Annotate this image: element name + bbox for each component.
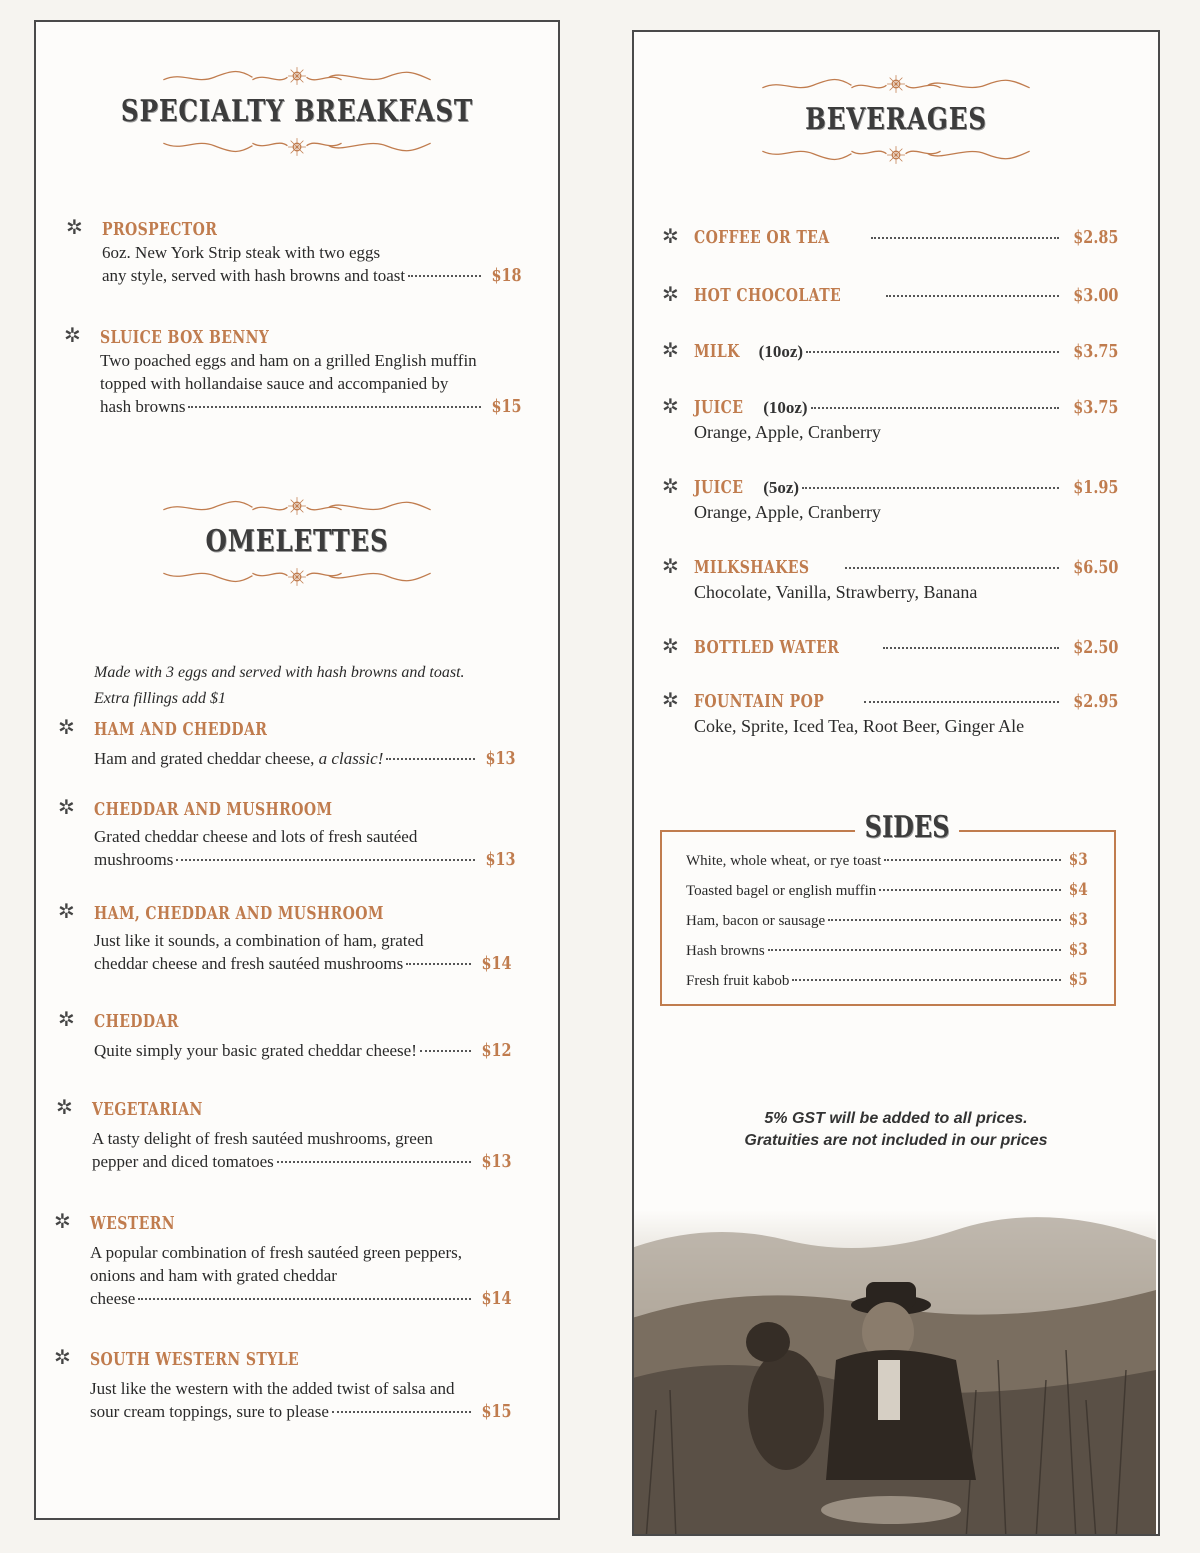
item-desc: onions and ham with grated cheddar — [90, 1266, 337, 1285]
item-desc: mushrooms — [94, 850, 174, 869]
item-desc: Chocolate, Vanilla, Strawberry, Banana — [694, 582, 978, 602]
price-row — [694, 556, 1118, 580]
sides-box — [660, 810, 1116, 1006]
dot-leader — [138, 1298, 471, 1300]
item-desc: sour cream toppings, sure to please — [90, 1402, 329, 1421]
item-name: FOUNTAIN POP — [694, 691, 825, 712]
item-price: $1.95 — [1072, 477, 1118, 498]
item-name: HAM AND CHEDDAR — [94, 719, 268, 740]
item-desc-italic: a classic! — [318, 749, 384, 768]
item-price: $3.75 — [1072, 341, 1118, 362]
menu-item-cheddar — [58, 1009, 512, 1062]
price-row — [100, 395, 522, 418]
price-row — [92, 1150, 512, 1173]
item-desc: Orange, Apple, Cranberry — [694, 502, 881, 522]
item-desc: cheese — [90, 1289, 136, 1308]
star-bullet-icon: ✲ — [58, 901, 75, 923]
price-row — [90, 1400, 512, 1423]
menu-item-prospector — [66, 217, 522, 287]
omelettes-title: OMELETTES — [205, 524, 389, 559]
price-row — [90, 1287, 512, 1310]
item-desc: A popular combination of fresh sautéed green peppers, — [90, 1243, 462, 1262]
item-desc: topped with hollandaise sauce and accompanied by — [100, 374, 449, 393]
star-bullet-icon: ✲ — [54, 1347, 71, 1369]
item-name: VEGETARIAN — [92, 1099, 203, 1120]
item-price: $3.75 — [1072, 397, 1118, 418]
price-row — [694, 690, 1118, 714]
dot-leader — [176, 859, 475, 861]
star-bullet-icon: ✲ — [66, 217, 83, 239]
item-price: $14 — [481, 1288, 512, 1309]
star-bullet-icon: ✲ — [56, 1097, 73, 1119]
item-name: COFFEE OR TEA — [694, 227, 830, 248]
side-name: White, whole wheat, or rye toast — [686, 853, 882, 869]
side-price: $3 — [1069, 910, 1088, 930]
item-name: HOT CHOCOLATE — [694, 285, 842, 306]
side-row — [686, 970, 1088, 990]
dot-leader — [277, 1161, 472, 1163]
item-price: $14 — [481, 953, 512, 974]
flourish-bottom-icon — [157, 561, 437, 593]
item-price: $2.85 — [1072, 227, 1118, 248]
price-row — [94, 952, 512, 975]
dot-leader — [879, 889, 1061, 891]
right-menu-panel — [632, 30, 1160, 1536]
item-name: SLUICE BOX BENNY — [100, 327, 270, 348]
side-name: Hash browns — [686, 943, 765, 959]
beverages-title: BEVERAGES — [805, 102, 987, 137]
item-price: $2.50 — [1072, 637, 1118, 658]
menu-item-western — [54, 1211, 512, 1310]
dot-leader — [802, 487, 1059, 489]
item-name: JUICE — [694, 477, 744, 498]
bev-juice-10oz — [662, 396, 1118, 444]
intro-line: Extra fillings add $1 — [94, 690, 226, 707]
bev-hot-chocolate — [662, 284, 1118, 308]
side-price: $3 — [1069, 940, 1088, 960]
dot-leader — [883, 647, 1058, 649]
flourish-top-icon — [756, 68, 1036, 100]
star-bullet-icon: ✲ — [662, 636, 679, 658]
star-bullet-icon: ✲ — [662, 396, 679, 418]
star-bullet-icon: ✲ — [662, 690, 679, 712]
item-price: $13 — [485, 849, 516, 870]
menu-item-south-western-style — [54, 1347, 512, 1423]
star-bullet-icon: ✲ — [662, 556, 679, 578]
item-price: $13 — [481, 1151, 512, 1172]
star-bullet-icon: ✲ — [662, 284, 679, 306]
side-row — [686, 850, 1088, 870]
star-bullet-icon: ✲ — [64, 325, 81, 347]
item-size: (10oz) — [758, 342, 804, 361]
item-desc: Coke, Sprite, Iced Tea, Root Beer, Ginger Ale — [694, 716, 1025, 736]
item-name: HAM, CHEDDAR AND MUSHROOM — [94, 903, 384, 924]
bev-juice-5oz — [662, 476, 1118, 524]
item-name: JUICE — [694, 397, 744, 418]
dot-leader — [806, 351, 1059, 353]
side-name: Fresh fruit kabob — [686, 973, 790, 989]
item-name: SOUTH WESTERN STYLE — [90, 1349, 299, 1370]
bev-milk — [662, 340, 1118, 364]
price-row — [102, 264, 522, 287]
item-desc: Just like it sounds, a combination of ham, grated — [94, 931, 424, 950]
dot-leader — [792, 979, 1061, 981]
side-name: Ham, bacon or sausage — [686, 913, 826, 929]
dot-leader — [332, 1411, 472, 1413]
specialty-title: SPECIALTY BREAKFAST — [120, 94, 474, 129]
beverages-header — [634, 68, 1158, 171]
menu-item-ham-cheddar-mushroom — [58, 901, 512, 975]
item-name: MILKSHAKES — [694, 557, 810, 578]
bev-coffee-or-tea — [662, 226, 1118, 250]
item-price: $12 — [481, 1040, 512, 1061]
dot-leader — [828, 919, 1061, 921]
item-price: $18 — [491, 265, 522, 286]
side-price: $3 — [1069, 850, 1088, 870]
menu-item-cheddar-and-mushroom — [58, 797, 516, 871]
side-row — [686, 910, 1088, 930]
item-desc: pepper and diced tomatoes — [92, 1152, 274, 1171]
dot-leader — [886, 295, 1059, 297]
prospector-photo — [632, 1210, 1156, 1536]
item-size: (10oz) — [763, 398, 808, 417]
price-row — [694, 284, 1118, 308]
price-row — [94, 848, 516, 871]
item-price: $13 — [485, 748, 516, 769]
item-name: WESTERN — [90, 1213, 175, 1234]
price-row — [94, 747, 516, 770]
side-price: $5 — [1069, 970, 1088, 990]
tax-note-line: 5% GST will be added to all prices. — [764, 1110, 1028, 1127]
sides-title: SIDES — [855, 810, 959, 845]
dot-leader — [811, 407, 1059, 409]
dot-leader — [845, 567, 1059, 569]
item-desc: Two poached eggs and ham on a grilled English muffin — [100, 351, 477, 370]
star-bullet-icon: ✲ — [58, 797, 75, 819]
price-row — [694, 340, 1118, 364]
item-size: (5oz) — [763, 478, 800, 497]
dot-leader — [386, 758, 475, 760]
bev-fountain-pop — [662, 690, 1118, 738]
tax-note-line: Gratuities are not included in our prices — [744, 1132, 1048, 1149]
dot-leader — [406, 963, 471, 965]
item-desc: cheddar cheese and fresh sautéed mushrooms — [94, 954, 404, 973]
dot-leader — [884, 859, 1061, 861]
item-name: CHEDDAR — [94, 1011, 179, 1032]
side-price: $4 — [1069, 880, 1088, 900]
side-name: Toasted bagel or english muffin — [686, 883, 877, 899]
item-desc: Grated cheddar cheese and lots of fresh sautéed — [94, 827, 418, 846]
omelettes-intro — [94, 660, 465, 712]
price-row — [694, 226, 1118, 250]
item-name: CHEDDAR AND MUSHROOM — [94, 799, 333, 820]
item-name: PROSPECTOR — [102, 219, 218, 240]
dot-leader — [864, 701, 1059, 703]
dot-leader — [768, 949, 1062, 951]
item-desc: hash browns — [100, 397, 186, 416]
dot-leader — [188, 406, 481, 408]
side-row — [686, 880, 1088, 900]
bev-bottled-water — [662, 636, 1118, 660]
star-bullet-icon: ✲ — [662, 340, 679, 362]
item-desc: Quite simply your basic grated cheddar cheese! — [94, 1041, 417, 1060]
dot-leader — [871, 237, 1059, 239]
star-bullet-icon: ✲ — [662, 226, 679, 248]
item-price: $3.00 — [1072, 285, 1118, 306]
menu-item-sluice-box-benny — [64, 325, 522, 418]
dot-leader — [408, 275, 481, 277]
item-price: $6.50 — [1072, 557, 1118, 578]
star-bullet-icon: ✲ — [58, 717, 75, 739]
item-name: MILK — [694, 341, 740, 362]
flourish-top-icon — [157, 490, 437, 522]
item-desc: any style, served with hash browns and toast — [102, 266, 406, 285]
star-bullet-icon: ✲ — [54, 1211, 71, 1233]
item-desc: Just like the western with the added twist of salsa and — [90, 1379, 455, 1398]
bev-milkshakes — [662, 556, 1118, 604]
dot-leader — [420, 1050, 472, 1052]
specialty-header — [36, 60, 558, 163]
price-row — [94, 1039, 512, 1062]
star-bullet-icon: ✲ — [58, 1009, 75, 1031]
item-desc: 6oz. New York Strip steak with two eggs — [102, 243, 381, 262]
flourish-top-icon — [157, 60, 437, 92]
tax-note — [634, 1108, 1158, 1152]
item-desc: Ham and grated cheddar cheese, — [94, 749, 315, 768]
left-menu-panel — [34, 20, 560, 1520]
item-price: $15 — [481, 1401, 512, 1422]
menu-item-ham-and-cheddar — [58, 717, 516, 770]
omelettes-header — [36, 490, 558, 593]
side-row — [686, 940, 1088, 960]
item-desc: Orange, Apple, Cranberry — [694, 422, 881, 442]
item-price: $2.95 — [1072, 691, 1118, 712]
menu-item-vegetarian — [56, 1097, 512, 1173]
item-price: $15 — [491, 396, 522, 417]
price-row — [694, 396, 1118, 420]
item-name: BOTTLED WATER — [694, 637, 840, 658]
star-bullet-icon: ✲ — [662, 476, 679, 498]
price-row — [694, 636, 1118, 660]
flourish-bottom-icon — [157, 131, 437, 163]
price-row — [694, 476, 1118, 500]
intro-line: Made with 3 eggs and served with hash browns and toast. — [94, 664, 465, 681]
flourish-bottom-icon — [756, 139, 1036, 171]
item-desc: A tasty delight of fresh sautéed mushrooms, green — [92, 1129, 433, 1148]
